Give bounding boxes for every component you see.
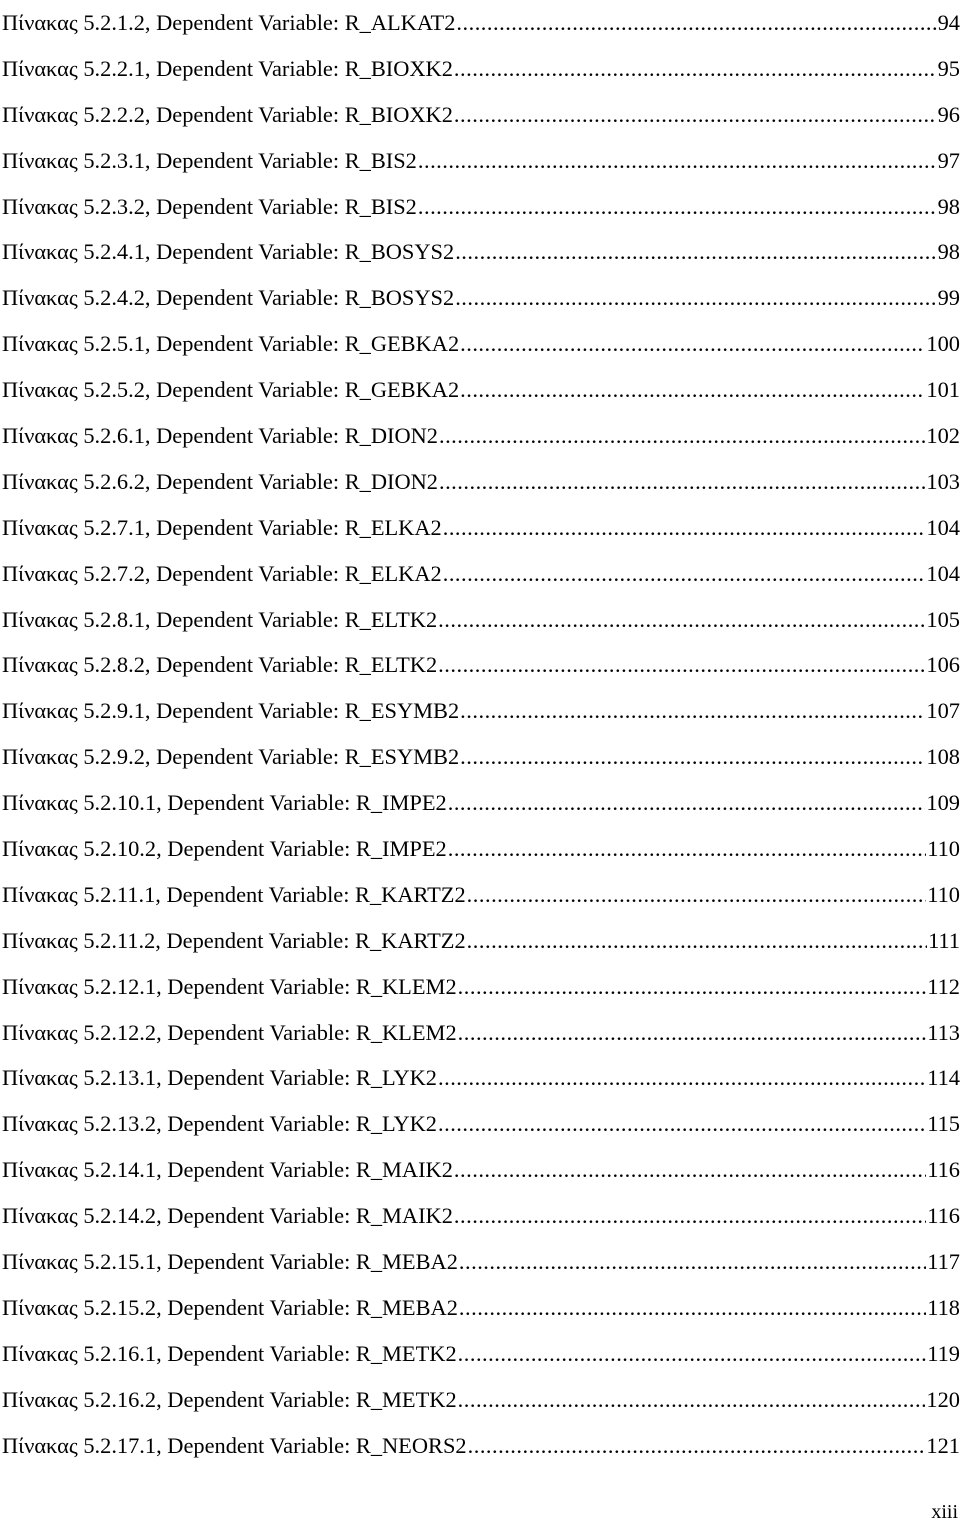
- toc-entry[interactable]: [2, 1331, 960, 1377]
- toc-entry-page: 100: [926, 331, 960, 357]
- toc-entry-title: Πίνακας 5.2.7.1, Dependent Variable: R_ELKA2: [2, 514, 442, 540]
- toc-dot-leader: [454, 46, 937, 92]
- toc-entry[interactable]: [2, 1055, 960, 1101]
- toc-dot-leader: [418, 138, 937, 184]
- toc-entry[interactable]: [2, 1239, 960, 1285]
- toc-entry[interactable]: [2, 1285, 960, 1331]
- toc-entry[interactable]: [2, 229, 960, 275]
- toc-dot-leader: [438, 1055, 926, 1101]
- toc-dot-leader: [438, 642, 925, 688]
- toc-entry[interactable]: [2, 138, 960, 184]
- toc-entry[interactable]: [2, 92, 960, 138]
- toc-entry-page: 95: [937, 55, 960, 81]
- toc-entry-page: 113: [927, 1019, 960, 1045]
- toc-dot-leader: [468, 1423, 926, 1469]
- toc-dot-leader: [455, 229, 936, 275]
- toc-dot-leader: [418, 184, 937, 230]
- toc-dot-leader: [459, 1239, 926, 1285]
- page-number: xiii: [931, 1501, 958, 1523]
- toc-dot-leader: [460, 688, 925, 734]
- toc-entry-title: Πίνακας 5.2.11.2, Dependent Variable: R_KARTZ2: [2, 927, 466, 953]
- toc-entry-page: 110: [927, 881, 960, 907]
- toc-entry[interactable]: [2, 918, 960, 964]
- toc-entry[interactable]: [2, 1147, 960, 1193]
- toc-entry-title: Πίνακας 5.2.8.1, Dependent Variable: R_ELTK2: [2, 606, 438, 632]
- toc-entry-page: 102: [926, 423, 960, 449]
- toc-entry-page: 106: [926, 652, 960, 678]
- toc-dot-leader: [458, 1010, 927, 1056]
- toc-entry[interactable]: [2, 1423, 960, 1469]
- toc-entry-page: 120: [926, 1386, 960, 1412]
- toc-dot-leader: [460, 367, 925, 413]
- toc-entry[interactable]: [2, 0, 960, 46]
- toc-dot-leader: [455, 275, 936, 321]
- toc-dot-leader: [467, 872, 927, 918]
- toc-entry-title: Πίνακας 5.2.16.1, Dependent Variable: R_METK2: [2, 1340, 457, 1366]
- toc-entry-title: Πίνακας 5.2.4.2, Dependent Variable: R_BOSYS2: [2, 285, 455, 311]
- toc-entry-page: 103: [926, 468, 960, 494]
- toc-entry[interactable]: [2, 734, 960, 780]
- toc-entry-title: Πίνακας 5.2.10.2, Dependent Variable: R_IMPE2: [2, 836, 447, 862]
- toc-entry-title: Πίνακας 5.2.9.1, Dependent Variable: R_ESYMB2: [2, 698, 460, 724]
- toc-entry-page: 98: [937, 193, 960, 219]
- toc-entry-title: Πίνακας 5.2.16.2, Dependent Variable: R_METK2: [2, 1386, 457, 1412]
- toc-dot-leader: [454, 1147, 926, 1193]
- toc-entry-page: 109: [926, 790, 960, 816]
- toc-dot-leader: [454, 92, 937, 138]
- toc-entry-page: 108: [926, 744, 960, 770]
- toc-dot-leader: [458, 964, 927, 1010]
- toc-entry-title: Πίνακας 5.2.4.1, Dependent Variable: R_BOSYS2: [2, 239, 455, 265]
- toc-entry-page: 99: [937, 285, 960, 311]
- toc-entry-page: 110: [927, 836, 960, 862]
- toc-entry[interactable]: [2, 551, 960, 597]
- toc-dot-leader: [460, 734, 925, 780]
- toc-entry-page: 119: [927, 1340, 960, 1366]
- toc-dot-leader: [448, 826, 927, 872]
- toc-entry[interactable]: [2, 642, 960, 688]
- toc-entry-page: 111: [928, 927, 960, 953]
- toc-entry-page: 96: [937, 101, 960, 127]
- toc-entry-title: Πίνακας 5.2.3.2, Dependent Variable: R_BIS2: [2, 193, 417, 219]
- toc-entry-title: Πίνακας 5.2.5.1, Dependent Variable: R_GEBKA2: [2, 331, 460, 357]
- toc-entry[interactable]: [2, 688, 960, 734]
- toc-entry[interactable]: [2, 964, 960, 1010]
- toc-entry[interactable]: [2, 1101, 960, 1147]
- toc-dot-leader: [439, 413, 925, 459]
- toc-dot-leader: [438, 1101, 926, 1147]
- toc-entry[interactable]: [2, 1377, 960, 1423]
- toc-entry-page: 116: [927, 1203, 960, 1229]
- table-of-contents: [2, 0, 960, 1469]
- toc-dot-leader: [448, 780, 926, 826]
- toc-dot-leader: [458, 1377, 926, 1423]
- toc-entry-page: 97: [937, 147, 960, 173]
- toc-entry-title: Πίνακας 5.2.2.1, Dependent Variable: R_BIOXK2: [2, 55, 453, 81]
- toc-entry-title: Πίνακας 5.2.2.2, Dependent Variable: R_BIOXK2: [2, 101, 453, 127]
- toc-entry[interactable]: [2, 1193, 960, 1239]
- toc-entry-title: Πίνακας 5.2.12.2, Dependent Variable: R_KLEM2: [2, 1019, 457, 1045]
- toc-entry-page: 118: [927, 1294, 960, 1320]
- toc-dot-leader: [443, 505, 926, 551]
- toc-entry-title: Πίνακας 5.2.8.2, Dependent Variable: R_ELTK2: [2, 652, 438, 678]
- toc-dot-leader: [443, 551, 926, 597]
- toc-entry-page: 101: [926, 377, 960, 403]
- toc-entry-title: Πίνακας 5.2.6.2, Dependent Variable: R_DION2: [2, 468, 438, 494]
- toc-entry[interactable]: [2, 184, 960, 230]
- toc-entry[interactable]: [2, 826, 960, 872]
- toc-entry-page: 105: [926, 606, 960, 632]
- toc-entry-title: Πίνακας 5.2.9.2, Dependent Variable: R_ESYMB2: [2, 744, 460, 770]
- toc-entry-title: Πίνακας 5.2.15.1, Dependent Variable: R_MEBA2: [2, 1249, 458, 1275]
- toc-entry-title: Πίνακας 5.2.11.1, Dependent Variable: R_KARTZ2: [2, 881, 466, 907]
- toc-entry-page: 116: [927, 1157, 960, 1183]
- toc-dot-leader: [459, 1285, 926, 1331]
- toc-entry-page: 107: [926, 698, 960, 724]
- toc-entry-page: 94: [937, 10, 960, 35]
- toc-entry-page: 117: [927, 1249, 960, 1275]
- toc-dot-leader: [458, 1331, 927, 1377]
- toc-entry-title: Πίνακας 5.2.14.2, Dependent Variable: R_MAIK2: [2, 1203, 453, 1229]
- toc-dot-leader: [454, 1193, 926, 1239]
- toc-entry-title: Πίνακας 5.2.15.2, Dependent Variable: R_MEBA2: [2, 1294, 458, 1320]
- toc-dot-leader: [467, 918, 927, 964]
- toc-entry[interactable]: [2, 1010, 960, 1056]
- toc-entry[interactable]: [2, 597, 960, 643]
- toc-dot-leader: [439, 459, 925, 505]
- toc-entry[interactable]: [2, 46, 960, 92]
- toc-entry-page: 98: [937, 239, 960, 265]
- toc-entry-page: 121: [926, 1432, 960, 1458]
- toc-dot-leader: [460, 321, 925, 367]
- toc-dot-leader: [456, 0, 936, 46]
- toc-entry[interactable]: [2, 321, 960, 367]
- toc-entry-title: Πίνακας 5.2.5.2, Dependent Variable: R_GEBKA2: [2, 377, 460, 403]
- toc-entry-title: Πίνακας 5.2.1.2, Dependent Variable: R_ALKAT2: [2, 10, 456, 35]
- toc-entry[interactable]: [2, 459, 960, 505]
- toc-entry-title: Πίνακας 5.2.17.1, Dependent Variable: R_NEORS2: [2, 1432, 467, 1458]
- toc-entry-title: Πίνακας 5.2.10.1, Dependent Variable: R_IMPE2: [2, 790, 447, 816]
- toc-entry-title: Πίνακας 5.2.6.1, Dependent Variable: R_DION2: [2, 423, 438, 449]
- toc-dot-leader: [438, 597, 925, 643]
- toc-entry[interactable]: [2, 367, 960, 413]
- toc-entry-title: Πίνακας 5.2.13.2, Dependent Variable: R_LYK2: [2, 1111, 437, 1137]
- toc-entry[interactable]: [2, 413, 960, 459]
- toc-entry-page: 114: [927, 1065, 960, 1091]
- toc-entry-title: Πίνακας 5.2.3.1, Dependent Variable: R_BIS2: [2, 147, 417, 173]
- toc-entry-page: 115: [927, 1111, 960, 1137]
- toc-entry-page: 104: [926, 560, 960, 586]
- toc-entry-title: Πίνακας 5.2.13.1, Dependent Variable: R_LYK2: [2, 1065, 437, 1091]
- toc-entry-page: 112: [927, 973, 960, 999]
- toc-entry-page: 104: [926, 514, 960, 540]
- toc-entry[interactable]: [2, 780, 960, 826]
- toc-entry-title: Πίνακας 5.2.14.1, Dependent Variable: R_MAIK2: [2, 1157, 453, 1183]
- toc-entry-title: Πίνακας 5.2.12.1, Dependent Variable: R_KLEM2: [2, 973, 457, 999]
- toc-entry[interactable]: [2, 275, 960, 321]
- toc-entry-title: Πίνακας 5.2.7.2, Dependent Variable: R_ELKA2: [2, 560, 442, 586]
- toc-entry[interactable]: [2, 872, 960, 918]
- toc-entry[interactable]: [2, 505, 960, 551]
